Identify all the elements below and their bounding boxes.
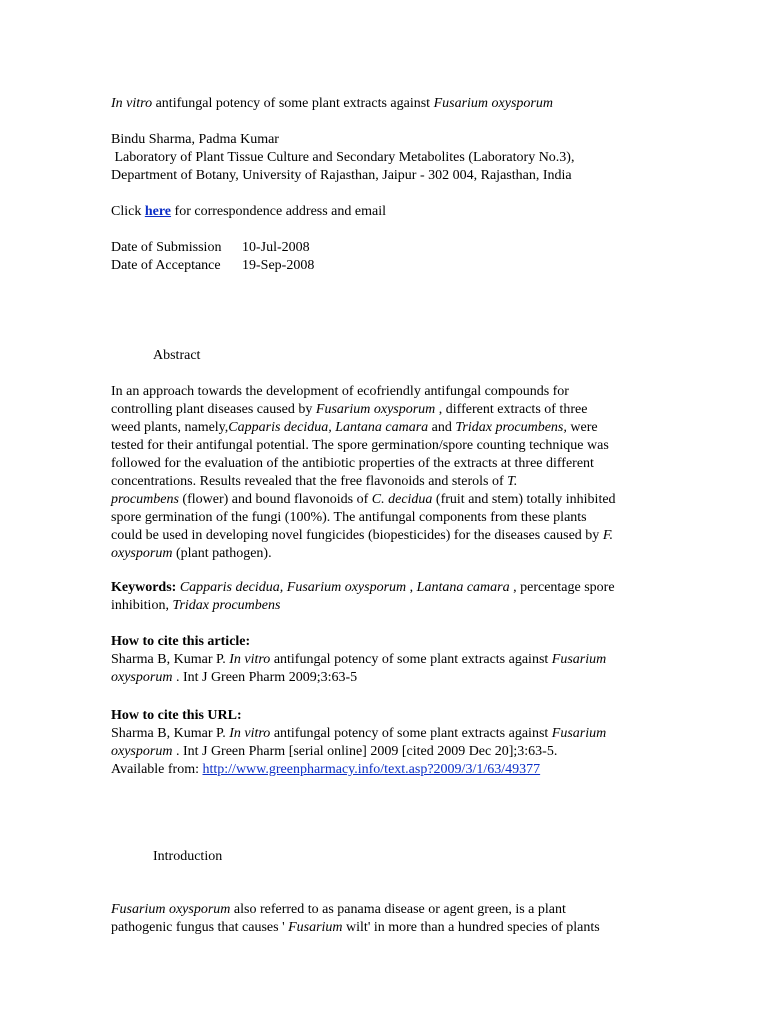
abstract-body: In an approach towards the development of ecofriendly antifungal compounds for controlling plant diseases caused by Fusarium oxysporum , different extracts of three weed plants, namely,Capparis decidua, Lantana camara and Tridax procumbens, were tested for their antifungal potential. The spore germination/spore counting technique was followed for the evaluation of the antibiotic properties of the extracts at three different concentrations. Results revealed that the free flavonoids and sterols of T. procumbens (flower) and bound flavonoids of C. decidua (fruit and stem) totally inhibited spore germination of the fungi (100%). The antifungal components from these plants could be used in developing novel fungicides (biopesticides) for the diseases caused by F. oxysporum (plant pathogen).: [111, 384, 616, 561]
cite-article-heading: How to cite this article:: [111, 634, 251, 649]
affiliation: Laboratory of Plant Tissue Culture and Secondary Metabolites (Laboratory No.3), Department of Botany, University of Rajasthan, Jaipur - 302 004, Rajasthan, India: [111, 150, 575, 183]
introduction-heading: Introduction: [153, 849, 223, 864]
authors: Bindu Sharma, Padma Kumar: [111, 132, 279, 147]
article-url-link[interactable]: http://www.greenpharmacy.info/text.asp?2009/3/1/63/49377: [202, 762, 541, 777]
correspondence-link[interactable]: here: [144, 204, 172, 219]
submission-date-row: Date of Submission 10-Jul-2008: [111, 240, 310, 255]
abstract-heading: Abstract: [153, 348, 201, 363]
article-title: In vitro antifungal potency of some plant extracts against Fusarium oxysporum: [111, 96, 553, 111]
keywords: Keywords: Capparis decidua, Fusarium oxysporum , Lantana camara , percentage spore inhibition, Tridax procumbens: [111, 580, 615, 613]
cite-url-heading: How to cite this URL:: [111, 708, 242, 723]
acceptance-date-row: Date of Acceptance 19-Sep-2008: [111, 258, 315, 273]
cite-article: How to cite this article: Sharma B, Kumar P. In vitro antifungal potency of some plant extracts against Fusarium oxysporum . Int J Green Pharm 2009;3:63-5: [111, 634, 607, 685]
correspondence-line: Click here for correspondence address and email: [111, 204, 386, 219]
dates: [111, 239, 656, 275]
title-italic: Fusarium oxysporum: [433, 96, 553, 111]
keywords-label: Keywords:: [111, 580, 177, 595]
introduction-body: Fusarium oxysporum also referred to as panama disease or agent green, is a plant pathogenic fungus that causes ' Fusarium wilt' in more than a hundred species of plants: [111, 902, 600, 935]
title-italic: In vitro: [111, 96, 153, 111]
cite-url: How to cite this URL: Sharma B, Kumar P. In vitro antifungal potency of some plant extracts against Fusarium oxysporum . Int J Green Pharm [serial online] 2009 [cited 2009 Dec 20];3:63-5. Available from: http://www.greenpharmacy.info/text.asp?2009/3/1/63/49377: [111, 708, 607, 777]
